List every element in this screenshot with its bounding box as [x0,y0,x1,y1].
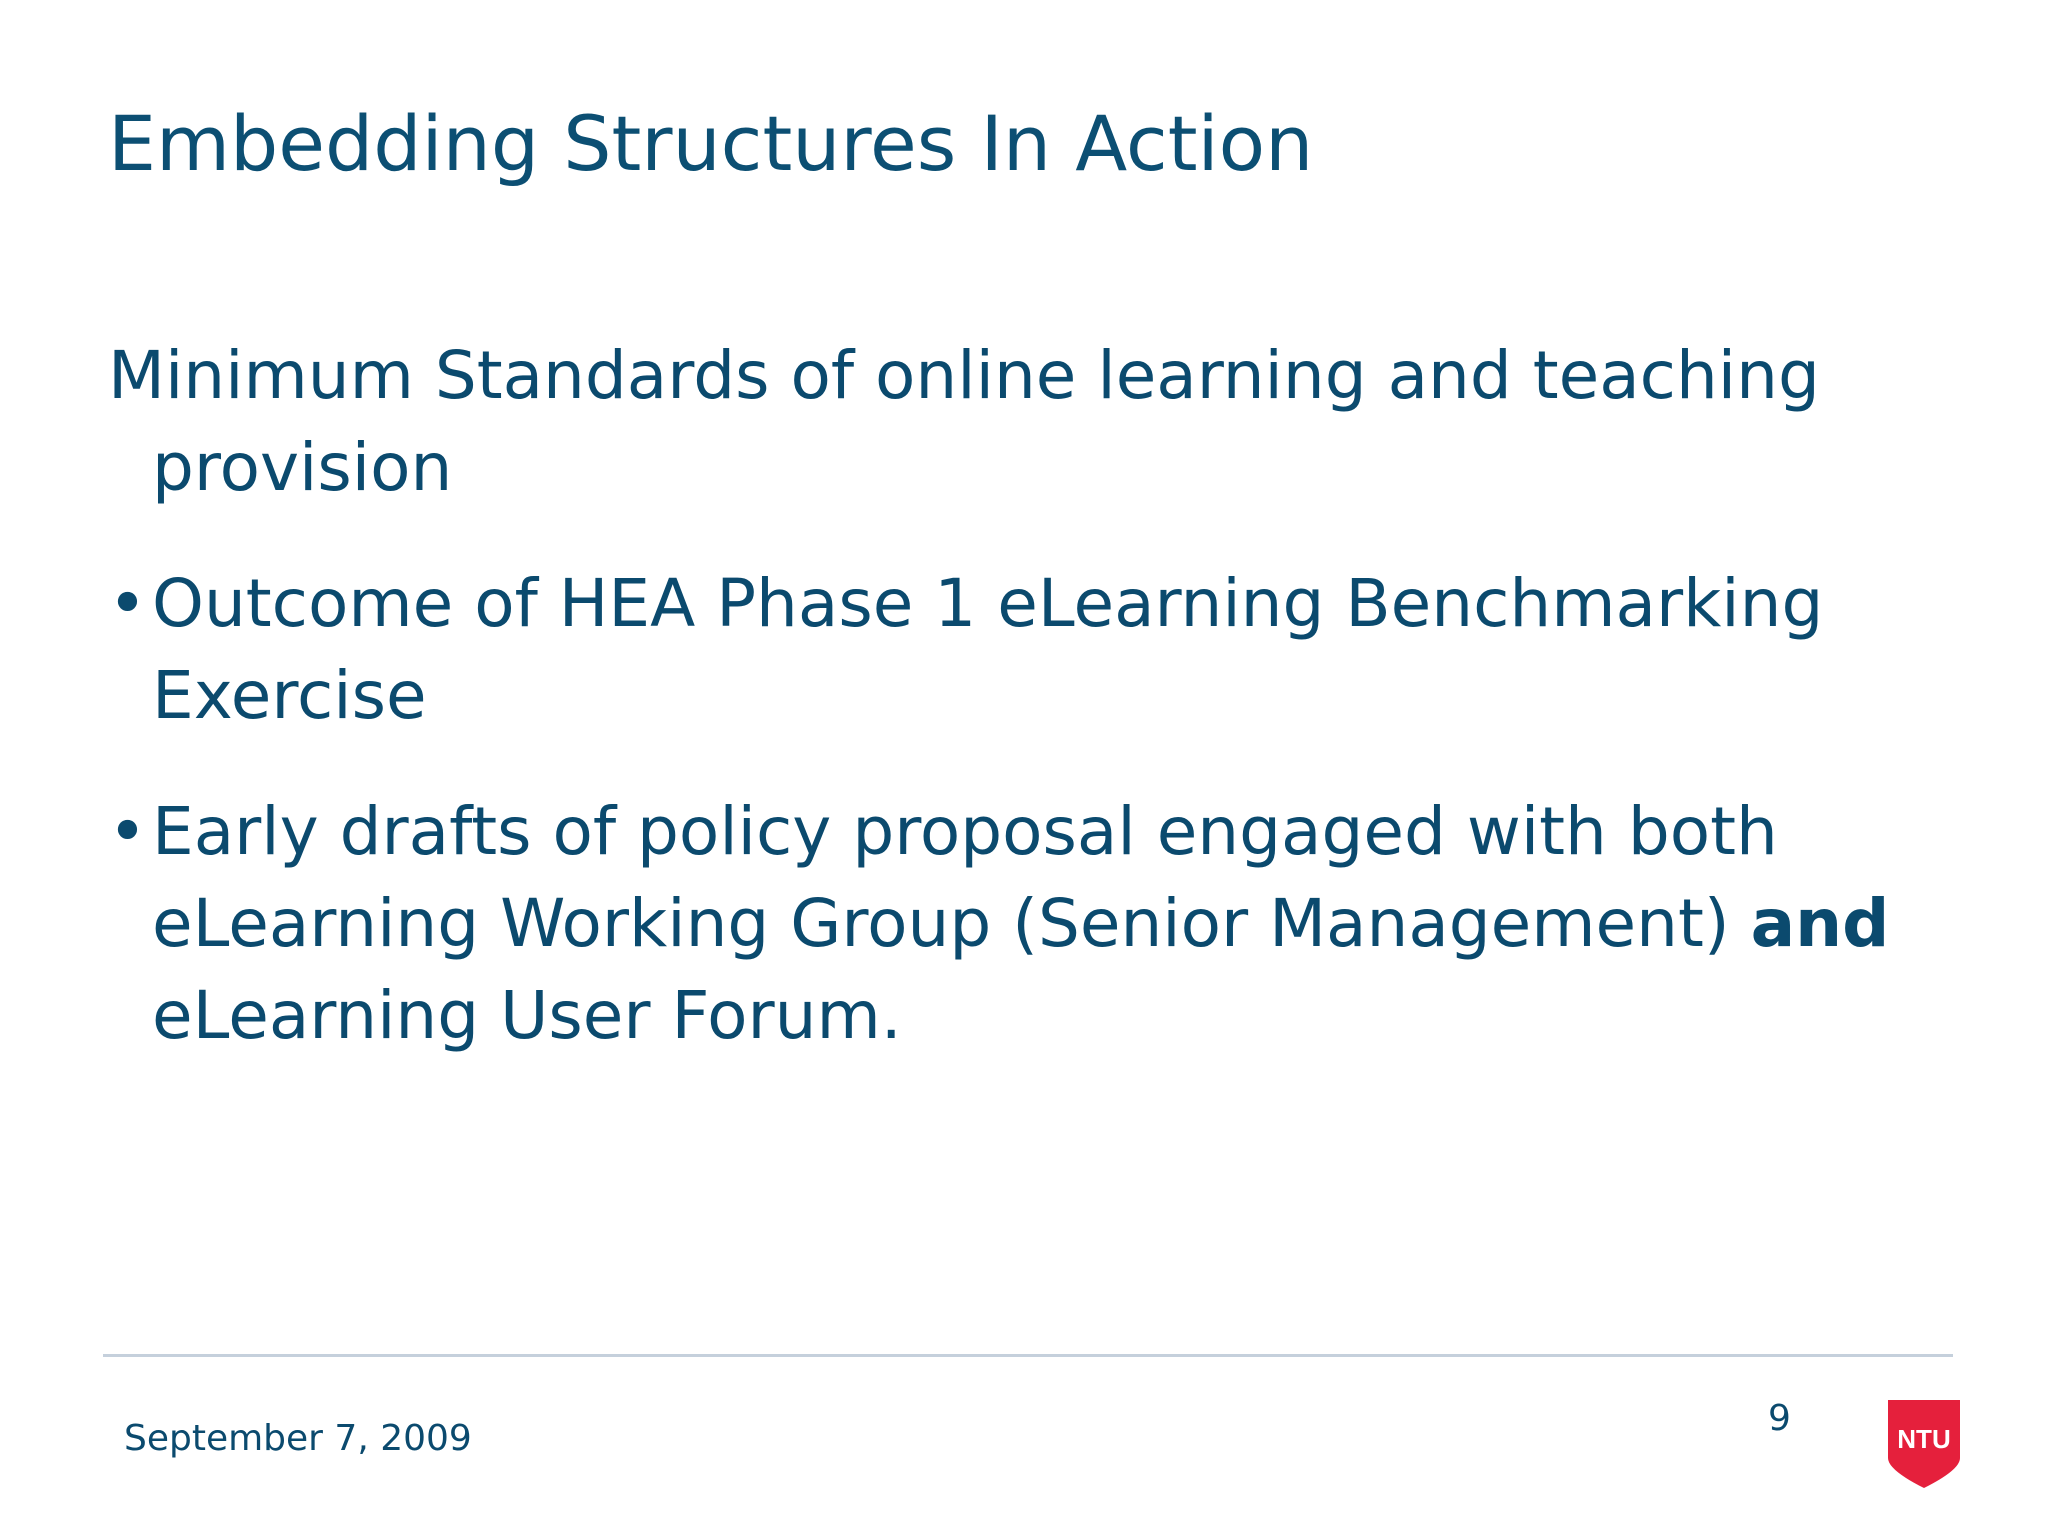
page-number: 9 [1768,1398,1791,1439]
logo-text: NTU [1897,1424,1951,1454]
slide-title: Embedding Structures In Action [108,99,1314,188]
bullet-item-2 [108,786,1948,1062]
footer-divider [103,1354,1953,1357]
bullet-bold-text: and [1750,885,1890,962]
bullet-text: Early drafts of policy proposal engaged with both eLearning Working Group (Senior Management) [152,793,1778,962]
footer-date: September 7, 2009 [124,1418,472,1459]
bullet-marker: • [108,793,147,870]
bullet-text: Outcome of HEA Phase 1 eLearning Benchmarking Exercise [152,565,1824,734]
bullet-marker: • [108,565,147,642]
intro-paragraph: Minimum Standards of online learning and teaching provision [108,337,1820,506]
ntu-logo-icon [1886,1398,1962,1490]
bullet-item-1 [108,558,1948,742]
bullet-text-tail: eLearning User Forum. [152,977,902,1054]
slide-body [108,330,1948,1106]
